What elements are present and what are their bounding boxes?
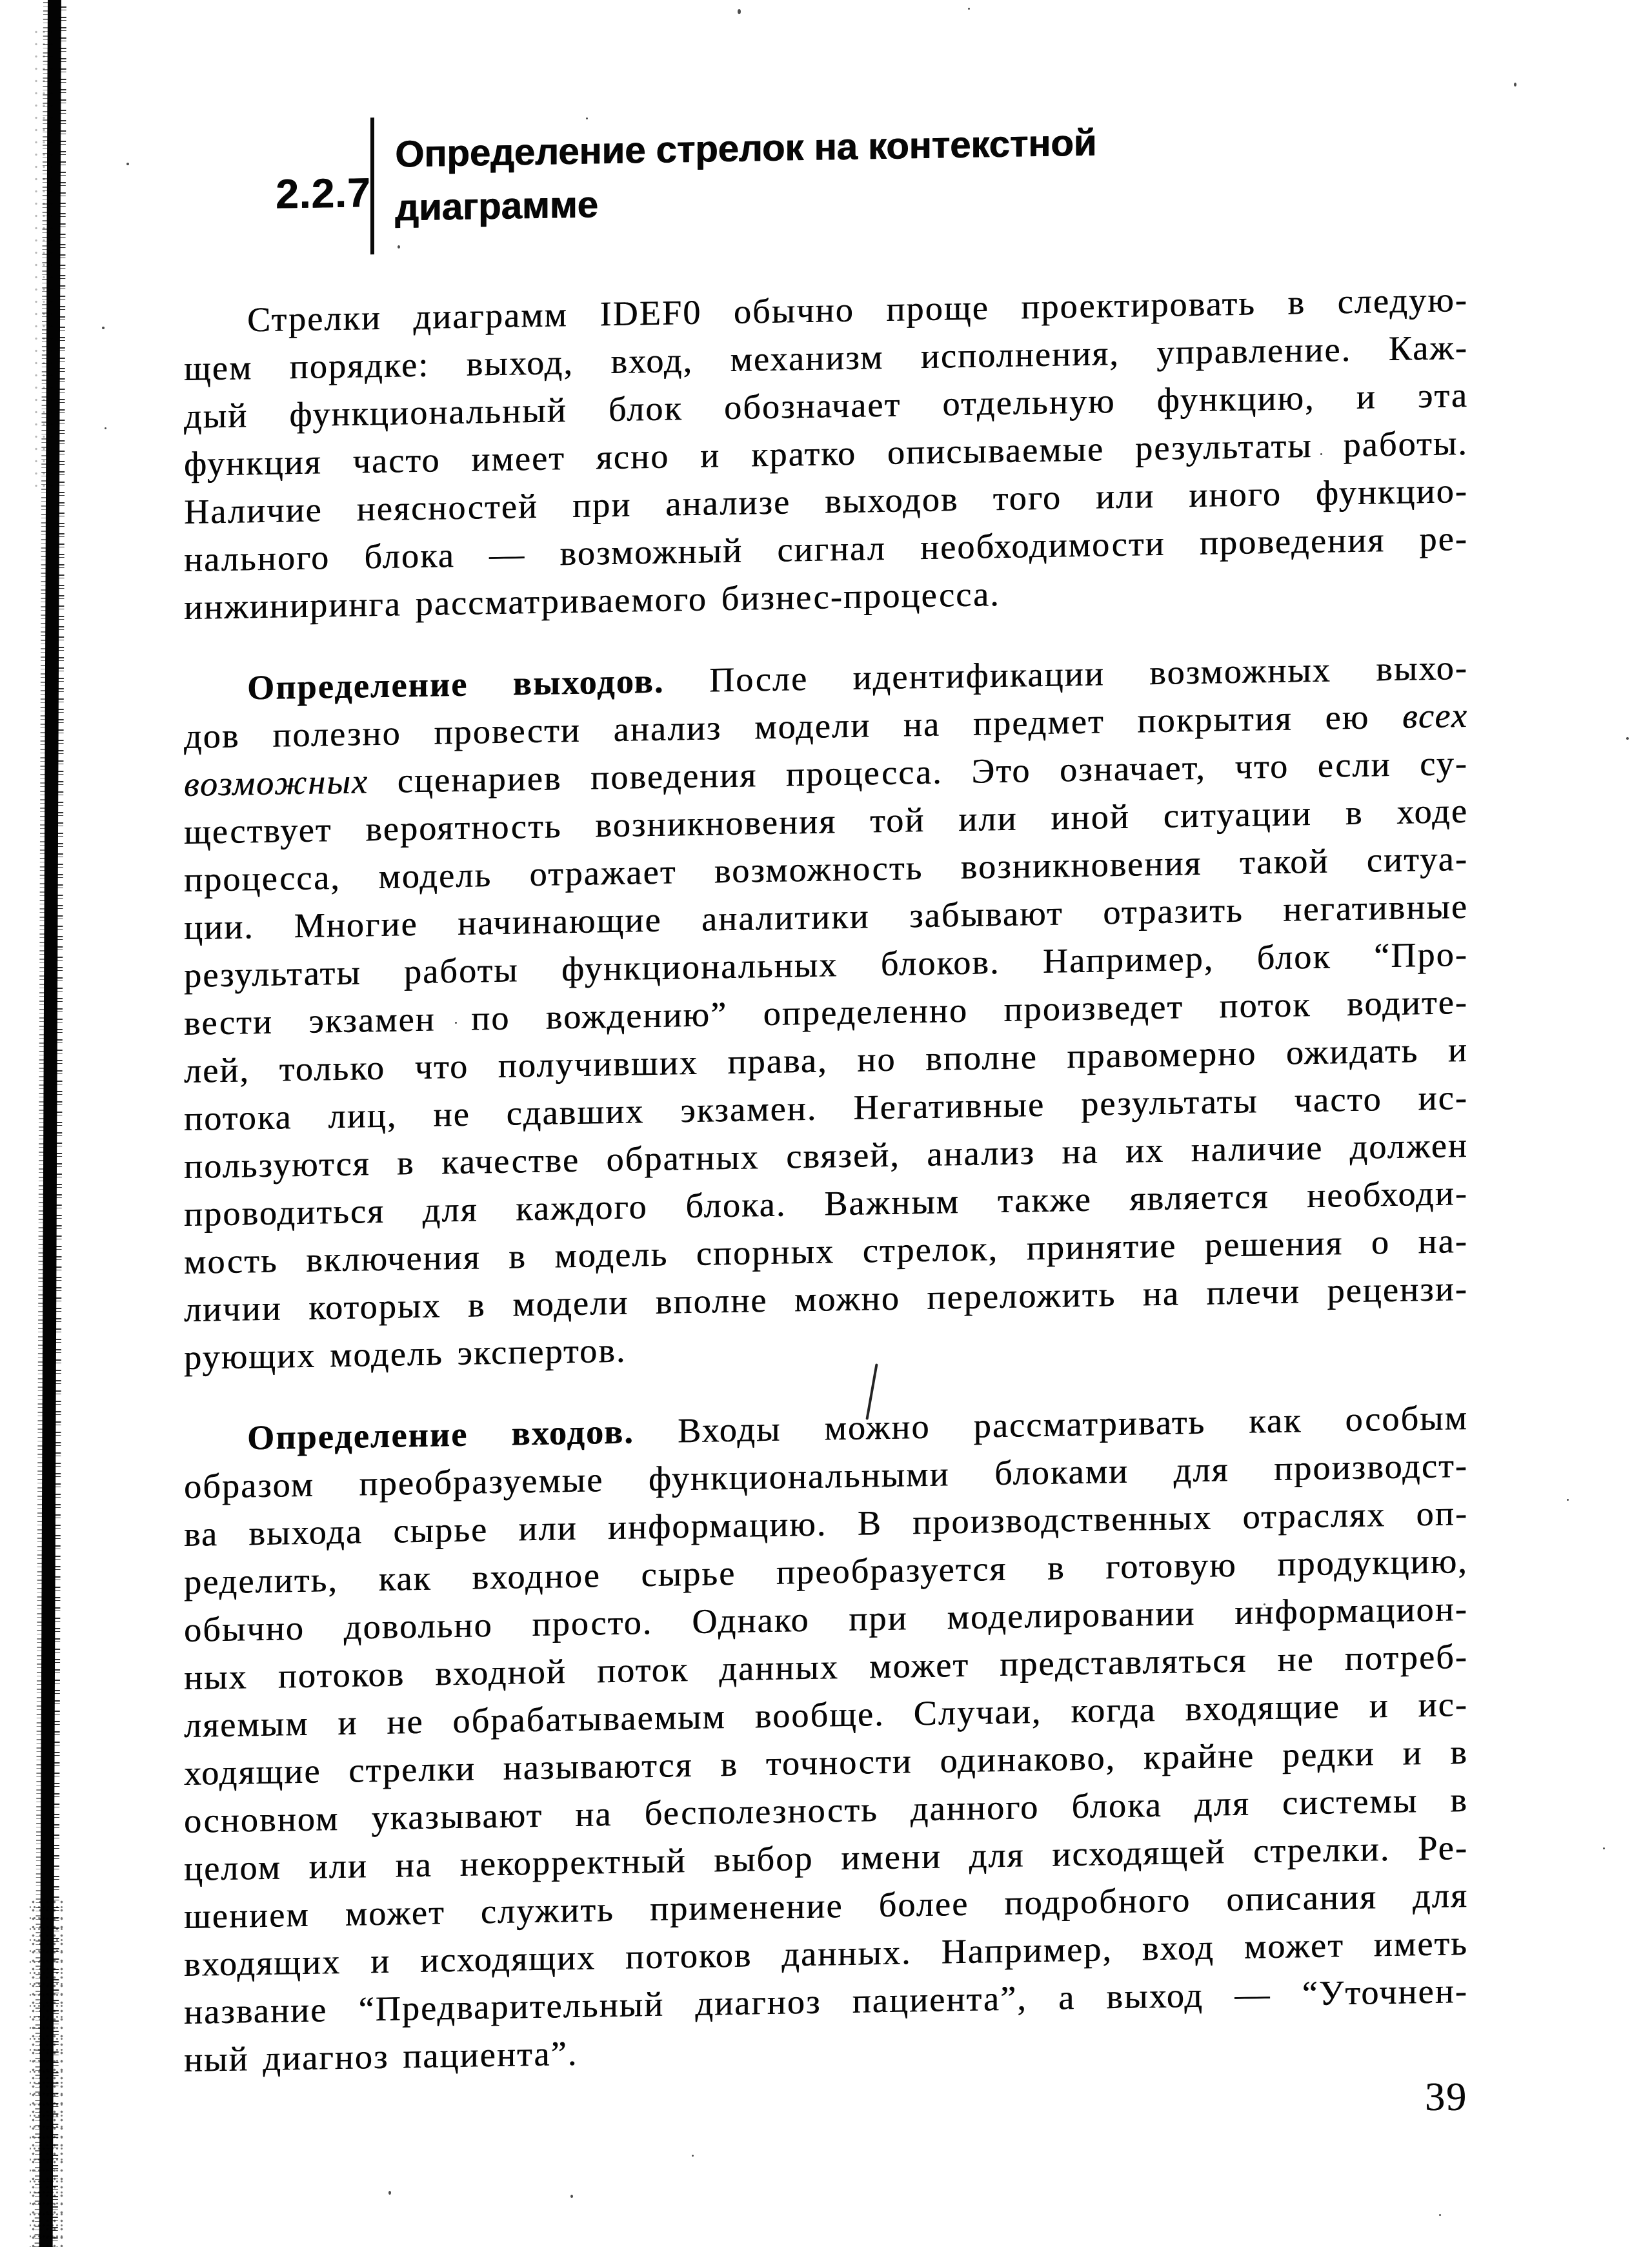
- text-segment: инжиниринга рассматриваемого бизнес-процесса.: [184, 574, 1000, 627]
- page-number: 39: [1425, 2075, 1467, 2119]
- page-body: [184, 276, 1468, 2084]
- body-paragraph: [184, 1394, 1468, 2084]
- text-segment: ределить, как входное сырье преобразуется в готовую продукцию,: [184, 1541, 1468, 1601]
- text-segment: дый функциональный блок обозначает отдельную функцию, и эта: [184, 376, 1468, 436]
- text-segment: личии которых в модели вполне можно переложить на плечи рецензи-: [184, 1269, 1468, 1329]
- text-segment: название “Предварительный диагноз пациента”, а выход — “Уточнен-: [184, 1971, 1468, 2031]
- text-segment: образом преобразуемые функциональными блоками для производст-: [184, 1446, 1468, 1506]
- text-segment: дов полезно провести анализ модели на предмет покрытия ею: [184, 696, 1402, 756]
- text-segment: функция часто имеет ясно и кратко описываемые результаты работы.: [184, 423, 1468, 483]
- text-segment: ва выхода сырье или информацию. В производственных отраслях оп-: [184, 1494, 1468, 1554]
- text-segment: Определение входов.: [247, 1412, 634, 1458]
- text-segment: Наличие неясностей при анализе выходов того или иного функцио-: [184, 471, 1468, 531]
- text-segment: ный диагноз пациента”.: [184, 2033, 578, 2079]
- text-segment: результаты работы функциональных блоков. Например, блок “Про-: [184, 935, 1468, 995]
- text-segment: После идентификации возможных выхо-: [664, 648, 1468, 700]
- text-segment: возможных: [184, 762, 369, 804]
- body-paragraph: [184, 644, 1468, 1381]
- text-segment: вести экзамен по вождению” определенно произведет поток водите-: [184, 982, 1468, 1042]
- text-segment: входящих и исходящих потоков данных. Например, вход может иметь: [184, 1924, 1468, 1984]
- section-title-line-2: диаграмме: [395, 183, 598, 229]
- text-segment: проводиться для каждого блока. Важным также является необходи-: [184, 1174, 1468, 1234]
- text-block: [184, 98, 1468, 2084]
- text-segment: целом или на некорректный выбор имени для исходящей стрелки. Ре-: [184, 1828, 1468, 1888]
- text-segment: мость включения в модель спорных стрелок, принятие решения о на-: [184, 1221, 1468, 1281]
- binding-strip: [39, 0, 61, 2247]
- text-segment: Определение выходов.: [247, 661, 665, 707]
- text-segment: ходящие стрелки называются в точности одинаково, крайне редки и в: [184, 1733, 1468, 1793]
- section-rule: [370, 117, 374, 254]
- text-segment: ществует вероятность возникновения той или иной ситуации в ходе: [184, 791, 1468, 851]
- section-heading: [184, 98, 1468, 258]
- text-segment: пользуются в качестве обратных связей, анализ на их наличие должен: [184, 1126, 1468, 1186]
- text-segment: Стрелки диаграмм IDEF0 обычно проще проектировать в следую-: [247, 280, 1468, 340]
- section-title-line-1: Определение стрелок на контекстной: [395, 121, 1097, 176]
- text-segment: ции. Многие начинающие аналитики забывают отразить негативные: [184, 887, 1468, 947]
- text-segment: лей, только что получивших права, но вполне правомерно ожидать и: [184, 1030, 1468, 1090]
- text-segment: процесса, модель отражает возможность возникновения такой ситуа-: [184, 839, 1468, 899]
- text-segment: всех: [1402, 696, 1468, 736]
- text-segment: щем порядке: выход, вход, механизм исполнения, управление. Каж-: [184, 328, 1468, 388]
- text-segment: ляемым и не обрабатываемым вообще. Случаи, когда входящие и ис-: [184, 1685, 1468, 1745]
- text-segment: шением может служить применение более подробного описания для: [184, 1876, 1468, 1936]
- text-segment: потока лиц, не сдавших экзамен. Негативные результаты часто ис-: [184, 1078, 1468, 1138]
- text-segment: Входы можно рассматривать как особым: [634, 1398, 1468, 1451]
- body-paragraph: [184, 276, 1468, 631]
- section-number: 2.2.7: [276, 169, 371, 218]
- text-segment: обычно довольно просто. Однако при моделировании информацион-: [184, 1589, 1468, 1649]
- text-segment: нального блока — возможный сигнал необходимости проведения ре-: [184, 519, 1468, 579]
- section-title: [395, 112, 1331, 235]
- text-segment: основном указывают на бесполезность данного блока для системы в: [184, 1780, 1468, 1840]
- text-segment: рующих модель экспертов.: [184, 1330, 627, 1377]
- text-segment: сценариев поведения процесса. Это означает, что если су-: [368, 744, 1468, 801]
- text-segment: ных потоков входной поток данных может представляться не потреб-: [184, 1637, 1468, 1697]
